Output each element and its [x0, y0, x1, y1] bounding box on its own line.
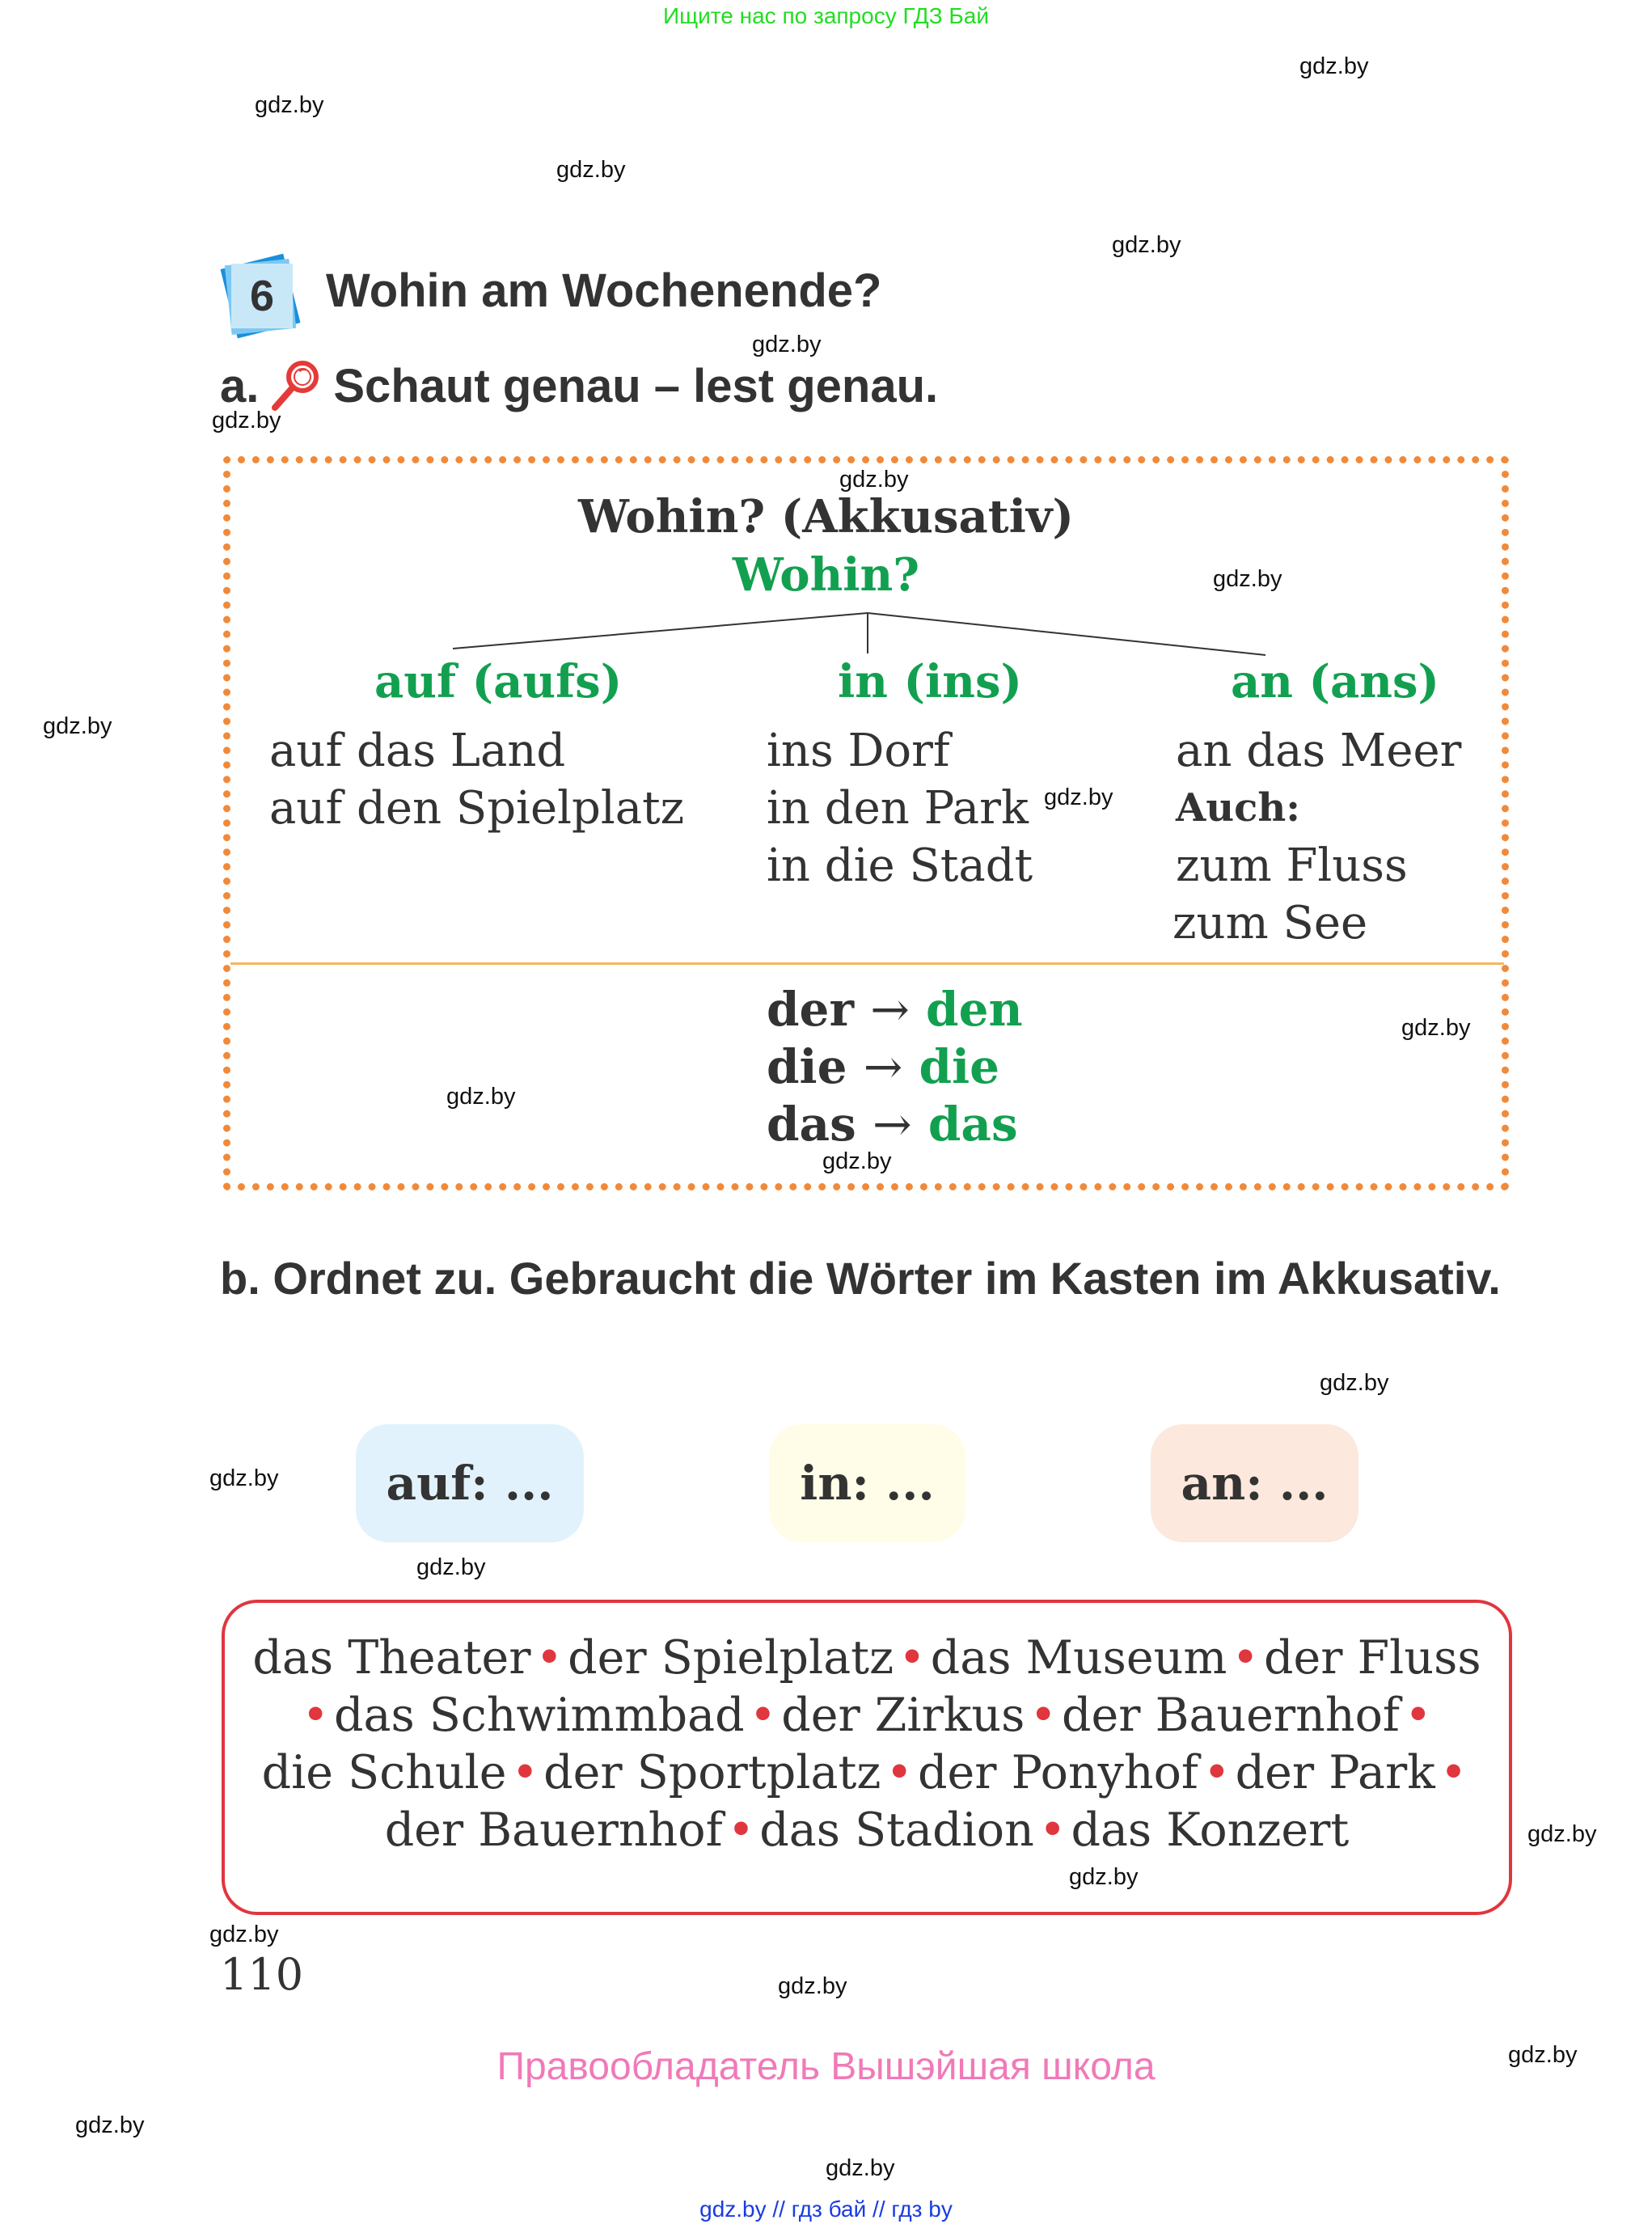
article-from: die [767, 1039, 847, 1094]
watermark: gdz.by [826, 2155, 895, 2181]
example-item: auf den Spielplatz [269, 782, 685, 835]
bullet-icon: • [535, 1631, 564, 1685]
watermark: gdz.by [1112, 232, 1181, 258]
bullet-icon: • [749, 1689, 777, 1742]
watermark: gdz.by [255, 92, 324, 118]
example-item: in die Stadt [767, 839, 1033, 892]
word-item: das Schwimmbad [333, 1689, 745, 1742]
box-divider [230, 962, 1504, 965]
word-item: das Museum [930, 1631, 1227, 1685]
bullet-icon: • [1203, 1746, 1231, 1799]
column-header-an: an (ans) [1231, 655, 1440, 708]
word-item: das Stadion [759, 1803, 1034, 1857]
watermark: gdz.by [822, 1148, 892, 1174]
watermark: gdz.by [839, 467, 909, 493]
word-item: der Fluss [1264, 1631, 1481, 1685]
example-item: auf das Land [269, 725, 566, 777]
example-item: in den Park [767, 782, 1029, 835]
watermark: gdz.by [778, 1973, 847, 1999]
bullet-icon: • [885, 1746, 914, 1799]
watermark: gdz.by [1299, 53, 1369, 79]
also-label: Auch: [1176, 785, 1300, 831]
word-item: das Theater [252, 1631, 531, 1685]
word-item: das Konzert [1071, 1803, 1350, 1857]
grammar-heading: Wohin? (Akkusativ) [578, 490, 1074, 543]
watermark: gdz.by [556, 157, 626, 183]
bullet-icon: • [1029, 1689, 1058, 1742]
part-a-instruction: Schaut genau – lest genau. [333, 359, 939, 412]
exercise-title: Wohin am Wochenende? [326, 264, 882, 317]
watermark: gdz.by [43, 713, 112, 739]
article-row [767, 981, 1023, 1038]
part-b-instruction: b. Ordnet zu. Gebraucht die Wörter im Kasten im Akkusativ. [220, 1253, 1501, 1304]
word-item: der Park [1235, 1746, 1435, 1799]
column-auf-items [269, 722, 684, 837]
search-banner: Ищите нас по запросу ГДЗ Бай [662, 3, 990, 28]
word-item: der Zirkus [781, 1689, 1025, 1742]
bullet-icon: • [1405, 1689, 1432, 1742]
column-in-items [767, 722, 1033, 894]
column-an-items [1172, 722, 1462, 952]
example-item: ins Dorf [767, 725, 950, 777]
watermark: gdz.by [212, 408, 281, 433]
watermark: gdz.by [75, 2112, 145, 2138]
arrow-icon: → [872, 1097, 912, 1152]
watermark: gdz.by [752, 332, 822, 357]
exercise-number: 6 [249, 272, 275, 320]
example-item: zum See [1172, 897, 1368, 949]
page-number: 110 [220, 1949, 304, 2000]
copyright-notice: Правообладатель Вышэйшая школа [496, 2045, 1156, 2088]
footer-links[interactable]: gdz.by // гдз бай // гдз by [699, 2197, 953, 2222]
magnifier-icon [267, 357, 323, 414]
watermark: gdz.by [416, 1554, 486, 1580]
bullet-icon: • [898, 1631, 926, 1685]
arrow-icon: → [870, 982, 910, 1037]
arrow-icon: → [863, 1039, 903, 1094]
watermark: gdz.by [1213, 566, 1282, 592]
article-to: die [919, 1039, 1000, 1094]
bullet-icon: • [727, 1803, 755, 1857]
pill-an: an: ... [1151, 1424, 1358, 1542]
word-box-content [234, 1630, 1499, 1859]
bullet-icon: • [302, 1689, 329, 1742]
article-row [767, 1038, 1023, 1096]
watermark: gdz.by [209, 1922, 279, 1947]
watermark: gdz.by [209, 1465, 279, 1491]
word-item: der Ponyhof [918, 1746, 1198, 1799]
watermark: gdz.by [1069, 1864, 1139, 1890]
article-to: das [927, 1097, 1018, 1152]
watermark: gdz.by [1508, 2042, 1578, 2068]
column-header-auf: auf (aufs) [374, 655, 623, 708]
bullet-icon: • [1038, 1803, 1067, 1857]
article-row [767, 1096, 1023, 1153]
word-item: der Bauernhof [1062, 1689, 1400, 1742]
article-from: der [767, 982, 855, 1037]
article-to: den [926, 982, 1023, 1037]
word-item: der Spielplatz [568, 1631, 894, 1685]
bullet-icon: • [511, 1746, 539, 1799]
watermark: gdz.by [1527, 1821, 1597, 1847]
watermark: gdz.by [1320, 1370, 1389, 1396]
part-a-label: a. [220, 359, 260, 412]
article-from: das [767, 1097, 856, 1152]
example-item: an das Meer [1176, 725, 1462, 777]
pill-in: in: ... [769, 1424, 965, 1542]
bullet-icon: • [1439, 1746, 1468, 1799]
example-item: zum Fluss [1176, 839, 1408, 892]
part-a-heading [220, 357, 938, 414]
pill-auf: auf: ... [356, 1424, 584, 1542]
article-changes [767, 981, 1023, 1153]
word-item: der Sportplatz [543, 1746, 881, 1799]
column-header-in: in (ins) [838, 655, 1022, 708]
watermark: gdz.by [446, 1084, 516, 1110]
watermark: gdz.by [1044, 784, 1113, 810]
exercise-number-badge [223, 257, 301, 335]
watermark: gdz.by [1401, 1015, 1471, 1041]
word-item: die Schule [261, 1746, 507, 1799]
bullet-icon: • [1232, 1631, 1260, 1685]
grammar-question: Wohin? [732, 548, 920, 602]
word-item: der Bauernhof [384, 1803, 723, 1857]
